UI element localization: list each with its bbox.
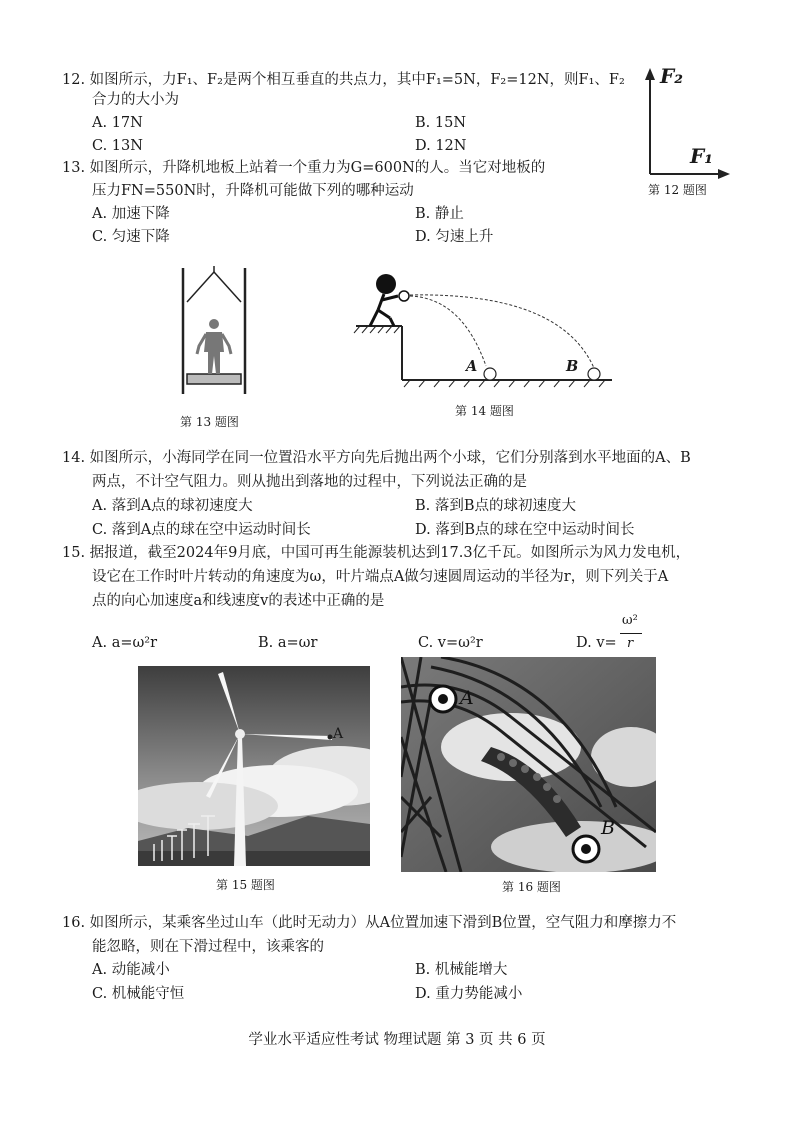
q13-caption: 第 13 题图 <box>180 415 239 429</box>
q14-caption: 第 14 题图 <box>455 404 514 418</box>
q13-option-b: B. 静止 <box>415 206 464 222</box>
q15-option-d-prefix: D. v= <box>576 635 617 651</box>
q15-option-d-denominator: r <box>627 636 634 651</box>
q12-stem-line2: 合力的大小为 <box>92 92 179 108</box>
q12-option-a: A. 17N <box>92 115 143 131</box>
q15-option-d-numerator: ω² <box>622 613 638 628</box>
q13-option-c: C. 匀速下降 <box>92 229 170 245</box>
q15-option-a: A. a=ω²r <box>92 635 158 651</box>
q12-fig-label-f1: F₁ <box>690 144 713 168</box>
q12-option-b: B. 15N <box>415 115 467 131</box>
q16-fig-label-b: B <box>601 817 615 839</box>
q12-force-diagram <box>630 62 740 182</box>
q16-stem-line1: 16. 如图所示，某乘客坐过山车（此时无动力）从A位置加速下滑到B位置，空气阻力和摩擦力不 <box>62 915 677 931</box>
q14-fig-label-b: B <box>566 358 579 375</box>
q15-stem-line2: 设它在工作时叶片转动的角速度为ω，叶片端点A做匀速圆周运动的半径为r，则下列关于A <box>92 569 669 585</box>
q12-option-c: C. 13N <box>92 138 143 154</box>
q12-stem-line1: 12. 如图所示，力F₁、F₂是两个相互垂直的共点力，其中F₁=5N，F₂=12N，则F₁、F₂ <box>62 72 625 88</box>
q15-stem-line1: 15. 据报道，截至2024年9月底，中国可再生能源装机达到17.3亿千瓦。如图所示为风力发电机， <box>62 545 691 561</box>
q13-option-a: A. 加速下降 <box>92 206 170 222</box>
q15-caption: 第 15 题图 <box>216 878 275 892</box>
q14-stem-line2: 两点，不计空气阻力。则从抛出到落地的过程中，下列说法正确的是 <box>92 474 527 490</box>
q14-option-d: D. 落到B点的球在空中运动时间长 <box>415 522 635 538</box>
q15-stem-line3: 点的向心加速度a和线速度v的表述中正确的是 <box>92 593 385 609</box>
q15-wind-turbine-photo <box>138 666 370 866</box>
q12-option-d: D. 12N <box>415 138 467 154</box>
q13-elevator-figure <box>175 266 255 400</box>
q15-fig-label-a: A <box>333 726 344 742</box>
q14-option-c: C. 落到A点的球在空中运动时间长 <box>92 522 311 538</box>
q16-fig-label-a: A <box>460 687 474 709</box>
q16-option-b: B. 机械能增大 <box>415 962 508 978</box>
q16-caption: 第 16 题图 <box>502 880 561 894</box>
q15-option-c: C. v=ω²r <box>418 635 483 651</box>
q16-roller-coaster-photo <box>401 657 656 872</box>
q12-fig-label-f2: F₂ <box>660 64 683 88</box>
q14-projectile-figure <box>350 268 620 390</box>
q16-option-a: A. 动能减小 <box>92 962 170 978</box>
q16-stem-line2: 能忽略，则在下滑过程中，该乘客的 <box>92 939 324 955</box>
q14-stem-line1: 14. 如图所示，小海同学在同一位置沿水平方向先后抛出两个小球，它们分别落到水平地面的A、B <box>62 450 691 466</box>
q13-option-d: D. 匀速上升 <box>415 229 494 245</box>
q13-stem-line2: 压力FN=550N时，升降机可能做下列的哪种运动 <box>92 183 414 199</box>
q13-stem-line1: 13. 如图所示，升降机地板上站着一个重力为G=600N的人。当它对地板的 <box>62 160 546 176</box>
q16-option-d: D. 重力势能减小 <box>415 986 523 1002</box>
q14-fig-label-a: A <box>466 358 478 375</box>
q14-option-a: A. 落到A点的球初速度大 <box>92 498 253 514</box>
q14-option-b: B. 落到B点的球初速度大 <box>415 498 577 514</box>
page-footer: 学业水平适应性考试 物理试题 第 3 页 共 6 页 <box>248 1032 546 1048</box>
q12-caption: 第 12 题图 <box>648 183 707 197</box>
q16-option-c: C. 机械能守恒 <box>92 986 185 1002</box>
q15-option-b: B. a=ωr <box>258 635 318 651</box>
